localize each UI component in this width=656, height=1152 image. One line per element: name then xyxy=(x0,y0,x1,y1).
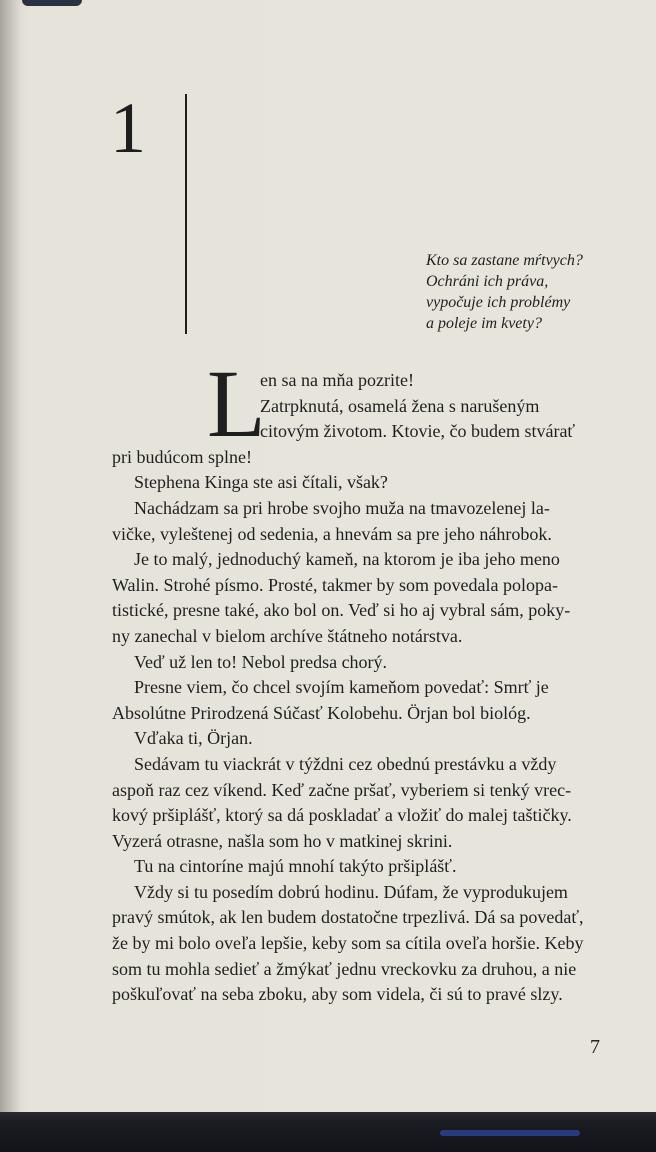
chapter-number: 1 xyxy=(110,88,146,168)
epigraph-line: a poleje im kvety? xyxy=(426,315,542,332)
text-line: aspoň raz cez víkend. Keď začne pršať, vyberiem si tenký vrec- xyxy=(112,779,572,800)
text-line: pravý smútok, ak len budem dostatočne trpezlivá. Dá sa povedať, xyxy=(112,907,584,928)
epigraph-line: Ochráni ich práva, xyxy=(426,273,549,290)
body-text xyxy=(112,368,602,1008)
text-line: že by mi bolo oveľa lepšie, keby som sa cítila oveľa horšie. Keby xyxy=(112,933,584,954)
page-number: 7 xyxy=(590,1036,600,1058)
epigraph xyxy=(300,250,610,334)
text-line: Zatrpknutá, osamelá žena s narušeným xyxy=(260,395,540,416)
text-line: Je to malý, jednoduchý kameň, na ktorom je iba jeho meno xyxy=(134,549,560,570)
text-line: Presne viem, čo chcel svojím kameňom povedať: Smrť je xyxy=(134,677,549,698)
text-line: Tu na cintoríne majú mnohí takýto pršiplášť. xyxy=(134,856,457,877)
top-edge-mark xyxy=(22,0,82,6)
text-line: en sa na mňa pozrite! xyxy=(260,370,414,390)
text-line: citovým životom. Ktovie, čo budem stvárať xyxy=(260,421,576,442)
epigraph-line: Kto sa zastane mŕtvych? xyxy=(426,252,583,269)
text-line: pri budúcom splne! xyxy=(112,446,252,467)
text-line: Vyzerá otrasne, našla som ho v matkinej skrini. xyxy=(112,830,453,851)
text-line: som tu mohla sedieť a žmýkať jednu vreckovku za druhou, a nie xyxy=(112,958,577,979)
drop-cap: L xyxy=(207,350,266,457)
text-line: Vždy si tu posedím dobrú hodinu. Dúfam, že vyprodukujem xyxy=(134,881,568,902)
book-bottom-edge xyxy=(0,1112,656,1152)
text-line: Veď už len to! Nebol predsa chorý. xyxy=(134,651,388,672)
gutter-shadow xyxy=(0,0,22,1112)
text-line: Nachádzam sa pri hrobe svojho muža na tmavozelenej la- xyxy=(134,497,550,518)
text-line: Walin. Strohé písmo. Prosté, takmer by som povedala polopa- xyxy=(112,574,558,595)
text-line: Sedávam tu viackrát v týždni cez obednú prestávku a vždy xyxy=(134,753,557,774)
text-line: tistické, presne také, ako bol on. Veď si ho aj vybral sám, poky- xyxy=(112,600,571,621)
text-line: Vďaka ti, Örjan. xyxy=(134,728,253,749)
text-line: Absolútne Prirodzená Súčasť Kolobehu. Örjan bol biológ. xyxy=(112,702,531,723)
text-line: vičke, vyleštenej od sedenia, a hnevám sa pre jeho náhrobok. xyxy=(112,523,552,544)
text-line: ny zanechal v bielom archíve štátneho notárstva. xyxy=(112,625,463,646)
epigraph-line: vypočuje ich problémy xyxy=(426,294,571,311)
text-line: kový pršiplášť, ktorý sa dá poskladať a vložiť do malej taštičky. xyxy=(112,805,572,826)
text-line: Stephena Kinga ste asi čítali, však? xyxy=(134,472,388,493)
text-line: poškuľovať na seba zboku, aby som videla, či sú to pravé slzy. xyxy=(112,984,563,1005)
chapter-rule xyxy=(185,94,187,334)
